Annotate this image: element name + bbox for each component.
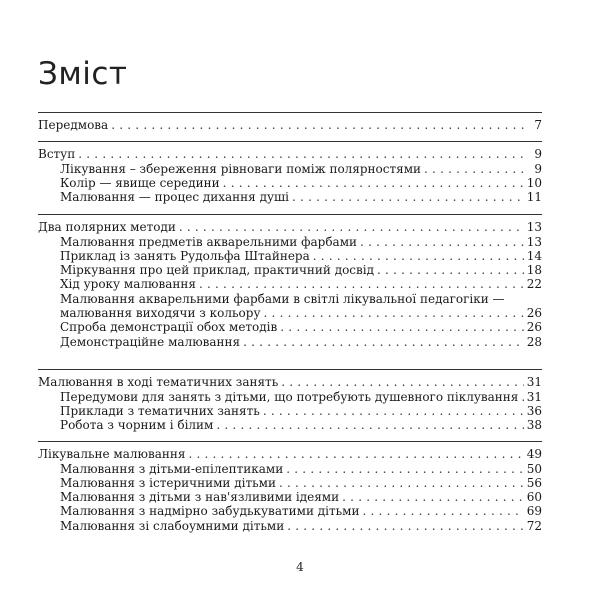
toc-subentry[interactable] xyxy=(38,334,542,348)
toc-page-number: 9 xyxy=(534,161,542,176)
dot-leader xyxy=(313,249,524,263)
toc-subentry[interactable] xyxy=(38,190,542,204)
toc-page-number: 31 xyxy=(526,389,542,404)
toc-section-thematic xyxy=(38,369,542,432)
page-number: 4 xyxy=(296,560,304,574)
dot-leader xyxy=(521,390,523,404)
toc-section-two-methods xyxy=(38,214,542,349)
toc-entry-label: Малювання з істеричними дітьми xyxy=(60,475,276,490)
toc-page-number: 36 xyxy=(526,403,542,418)
toc-entry-label: Лікувальне малювання xyxy=(38,447,186,462)
dot-leader xyxy=(199,277,524,291)
toc-entry-label: Малювання з надмірно забудькуватими дітьми xyxy=(60,504,360,519)
toc-page-number: 56 xyxy=(526,475,542,490)
toc-page-number: 22 xyxy=(526,277,542,292)
toc-entry-label: Міркування про цей приклад, практичний досвід xyxy=(60,263,375,278)
toc-chapter-entry[interactable] xyxy=(38,118,542,132)
dot-leader xyxy=(286,462,523,476)
toc-page-number: 31 xyxy=(526,375,542,390)
dot-leader xyxy=(179,220,524,234)
section-divider xyxy=(38,369,542,370)
toc-page-number: 50 xyxy=(526,461,542,476)
section-divider xyxy=(38,441,542,442)
toc-subentry[interactable] xyxy=(38,490,542,504)
toc-subentry[interactable] xyxy=(38,476,542,490)
toc-page-number: 69 xyxy=(526,504,542,519)
toc-entry-label: Два полярних методи xyxy=(38,220,176,235)
toc-entry-label: Малювання зі слабоумними дітьми xyxy=(60,518,285,533)
toc-page-number: 14 xyxy=(526,248,542,263)
toc-entry-label: Передумови для занять з дітьми, що потребують душевного піклування xyxy=(60,389,519,404)
toc-entry-label: Малювання з дітьми-епілептиками xyxy=(60,461,284,476)
toc-subentry[interactable] xyxy=(38,504,542,518)
toc-page-number: 38 xyxy=(526,418,542,433)
toc-subentry[interactable] xyxy=(38,176,542,190)
toc-section-preface xyxy=(38,112,542,132)
toc-page-number: 7 xyxy=(534,118,542,133)
toc-page-number: 13 xyxy=(526,220,542,235)
toc-chapter-entry[interactable] xyxy=(38,447,542,461)
toc-entry[interactable] xyxy=(38,306,542,320)
dot-leader xyxy=(78,147,525,161)
toc-subentry[interactable] xyxy=(38,249,542,263)
dot-leader xyxy=(223,176,524,190)
toc-subentry[interactable] xyxy=(38,161,542,175)
toc-page-number: 10 xyxy=(526,175,542,190)
toc-page-number: 18 xyxy=(526,263,542,278)
dot-leader xyxy=(287,519,524,533)
section-divider xyxy=(38,141,542,142)
toc-entry-label: Передмова xyxy=(38,118,109,133)
toc-entry-label-continuation: малювання виходячи з кольору xyxy=(60,306,261,321)
toc-subentry[interactable] xyxy=(38,418,542,432)
toc-entry-label: Малювання акварельними фарбами в світлі лікувальної педагогіки — xyxy=(60,291,505,306)
toc-subentry[interactable] xyxy=(38,320,542,334)
toc-entry-label: Спроба демонстрації обох методів xyxy=(60,320,278,335)
toc-entry-label: Малювання предметів акварельними фарбами xyxy=(60,234,358,249)
toc-entry-label: Вступ xyxy=(38,147,76,162)
dot-leader xyxy=(264,306,524,320)
toc-page-number: 11 xyxy=(526,190,542,205)
section-divider xyxy=(38,112,542,113)
toc-entry-label: Малювання з дітьми з нав'язливими ідеями xyxy=(60,490,340,505)
dot-leader xyxy=(111,118,525,132)
dot-leader xyxy=(424,162,525,176)
dot-leader xyxy=(243,335,524,349)
toc-section-intro xyxy=(38,141,542,204)
toc-page-number: 26 xyxy=(526,320,542,335)
toc-section-therapeutic xyxy=(38,441,542,533)
toc-entry-label: Робота з чорним і білим xyxy=(60,418,214,433)
toc-page-number: 49 xyxy=(526,447,542,462)
dot-leader xyxy=(263,404,524,418)
toc-entry-label: Колір — явище середини xyxy=(60,175,220,190)
dot-leader xyxy=(216,418,523,432)
toc-entry-label: Приклади з тематичних занять xyxy=(60,403,260,418)
toc-page-number: 9 xyxy=(534,147,542,162)
dot-leader xyxy=(362,504,523,518)
dot-leader xyxy=(377,263,524,277)
dot-leader xyxy=(342,490,524,504)
toc-chapter-entry[interactable] xyxy=(38,220,542,234)
toc-page-number: 28 xyxy=(526,334,542,349)
dot-leader xyxy=(280,320,523,334)
toc-subentry[interactable] xyxy=(38,518,542,532)
toc-chapter-entry[interactable] xyxy=(38,375,542,389)
toc-entry-label: Малювання в ході тематичних занять xyxy=(38,375,279,390)
toc-page-number: 26 xyxy=(526,306,542,321)
toc-subentry[interactable] xyxy=(38,263,542,277)
dot-leader xyxy=(281,375,523,389)
dot-leader xyxy=(188,447,523,461)
toc-chapter-entry[interactable] xyxy=(38,147,542,161)
toc-page-number: 13 xyxy=(526,234,542,249)
section-divider xyxy=(38,214,542,215)
toc-subentry[interactable] xyxy=(38,277,542,291)
toc-page-number: 60 xyxy=(526,490,542,505)
dot-leader xyxy=(279,476,524,490)
toc-entry-line[interactable] xyxy=(38,291,542,305)
dot-leader xyxy=(360,235,524,249)
toc-page-number: 72 xyxy=(526,518,542,533)
toc-subentry[interactable] xyxy=(38,461,542,475)
toc-entry-label: Малювання — процес дихання душі xyxy=(60,190,290,205)
toc-subentry[interactable] xyxy=(38,404,542,418)
dot-leader xyxy=(292,190,524,204)
toc-entry-label: Лікування – збереження рівноваги поміж полярностями xyxy=(60,161,422,176)
toc-subentry[interactable] xyxy=(38,389,542,403)
toc-entry-label: Демонстраційне малювання xyxy=(60,334,241,349)
toc-entry-label: Приклад із занять Рудольфа Штайнера xyxy=(60,248,310,263)
toc-entry-label: Хід уроку малювання xyxy=(60,277,196,292)
page-title: Зміст xyxy=(38,56,128,92)
toc-subentry[interactable] xyxy=(38,234,542,248)
